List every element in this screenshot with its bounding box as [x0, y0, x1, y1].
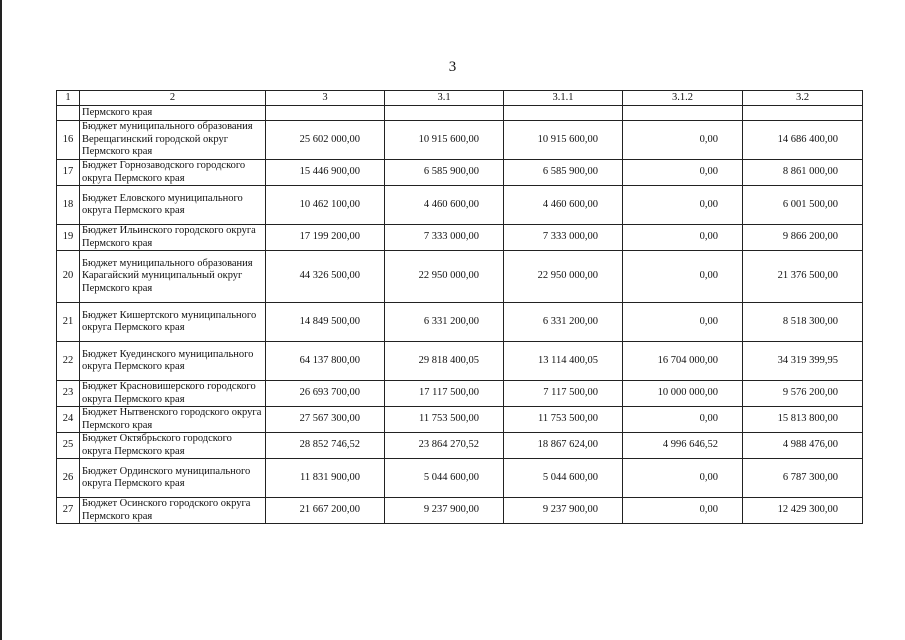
amount-3-1-2-cell: 0,00: [623, 303, 743, 342]
budget-name-cell: Бюджет Ильинского городского округа Пермского края: [80, 225, 266, 251]
continuation-row: [57, 106, 863, 121]
amount-3-2-cell: 34 319 399,95: [743, 342, 863, 381]
amount-3-1-2-cell: 0,00: [623, 225, 743, 251]
amount-3-1-cell: 22 950 000,00: [385, 251, 504, 303]
value-cell: [504, 106, 623, 121]
total-amount-cell: 28 852 746,52: [266, 433, 385, 459]
total-amount-cell: 11 831 900,00: [266, 459, 385, 498]
table-row: [57, 433, 863, 459]
amount-3-1-2-cell: 0,00: [623, 186, 743, 225]
total-amount-cell: 64 137 800,00: [266, 342, 385, 381]
amount-3-1-cell: 9 237 900,00: [385, 498, 504, 524]
amount-3-1-cell: 4 460 600,00: [385, 186, 504, 225]
total-amount-cell: 26 693 700,00: [266, 381, 385, 407]
amount-3-1-2-cell: 0,00: [623, 160, 743, 186]
amount-3-1-2-cell: 10 000 000,00: [623, 381, 743, 407]
amount-3-2-cell: 6 787 300,00: [743, 459, 863, 498]
budget-name-cell: Бюджет муниципального образования Верещагинский городской округ Пермского края: [80, 121, 266, 160]
row-number-cell: 24: [57, 407, 80, 433]
amount-3-2-cell: 21 376 500,00: [743, 251, 863, 303]
table-row: [57, 160, 863, 186]
value-cell: [266, 106, 385, 121]
amount-3-1-cell: 5 044 600,00: [385, 459, 504, 498]
page-number: 3: [448, 59, 457, 75]
amount-3-1-2-cell: 16 704 000,00: [623, 342, 743, 381]
header-cell-3-2: 3.2: [743, 91, 863, 106]
total-amount-cell: 44 326 500,00: [266, 251, 385, 303]
total-amount-cell: 15 446 900,00: [266, 160, 385, 186]
table-row: [57, 303, 863, 342]
scan-edge-line: [0, 0, 2, 640]
amount-3-1-cell: 29 818 400,05: [385, 342, 504, 381]
budget-name-cell: Бюджет Октябрьского городского округа Пермского края: [80, 433, 266, 459]
amount-3-1-1-cell: 6 585 900,00: [504, 160, 623, 186]
budget-name-cell: Бюджет Красновишерского городского округа Пермского края: [80, 381, 266, 407]
amount-3-1-1-cell: 18 867 624,00: [504, 433, 623, 459]
amount-3-1-cell: 10 915 600,00: [385, 121, 504, 160]
amount-3-2-cell: 8 518 300,00: [743, 303, 863, 342]
row-number-cell: 26: [57, 459, 80, 498]
row-number-cell: 18: [57, 186, 80, 225]
table-row: [57, 459, 863, 498]
table-row: [57, 407, 863, 433]
total-amount-cell: 17 199 200,00: [266, 225, 385, 251]
amount-3-1-cell: 6 331 200,00: [385, 303, 504, 342]
header-cell-3-1-1: 3.1.1: [504, 91, 623, 106]
table-row: [57, 186, 863, 225]
amount-3-2-cell: 12 429 300,00: [743, 498, 863, 524]
table-row: [57, 251, 863, 303]
total-amount-cell: 27 567 300,00: [266, 407, 385, 433]
budget-name-cell: Бюджет Кишертского муниципального округа Пермского края: [80, 303, 266, 342]
table-row: [57, 121, 863, 160]
row-number-cell: [57, 106, 80, 121]
row-number-cell: 19: [57, 225, 80, 251]
amount-3-2-cell: 14 686 400,00: [743, 121, 863, 160]
row-number-cell: 17: [57, 160, 80, 186]
table-row: [57, 498, 863, 524]
amount-3-1-1-cell: 13 114 400,05: [504, 342, 623, 381]
budget-name-cell: Бюджет Осинского городского округа Пермского края: [80, 498, 266, 524]
amount-3-1-cell: 7 333 000,00: [385, 225, 504, 251]
row-number-cell: 27: [57, 498, 80, 524]
budget-name-cell: Бюджет муниципального образования Карагайский муниципальный округ Пермского края: [80, 251, 266, 303]
amount-3-2-cell: 6 001 500,00: [743, 186, 863, 225]
row-number-cell: 20: [57, 251, 80, 303]
amount-3-1-2-cell: 0,00: [623, 407, 743, 433]
amount-3-1-1-cell: 9 237 900,00: [504, 498, 623, 524]
amount-3-1-2-cell: 0,00: [623, 459, 743, 498]
amount-3-1-2-cell: 0,00: [623, 251, 743, 303]
amount-3-2-cell: 4 988 476,00: [743, 433, 863, 459]
budget-name-cell: Бюджет Куединского муниципального округа Пермского края: [80, 342, 266, 381]
header-cell-3: 3: [266, 91, 385, 106]
header-cell-1: 1: [57, 91, 80, 106]
row-number-cell: 23: [57, 381, 80, 407]
total-amount-cell: 14 849 500,00: [266, 303, 385, 342]
value-cell: [743, 106, 863, 121]
total-amount-cell: 21 667 200,00: [266, 498, 385, 524]
amount-3-1-2-cell: 4 996 646,52: [623, 433, 743, 459]
value-cell: [385, 106, 504, 121]
row-number-cell: 22: [57, 342, 80, 381]
amount-3-1-cell: 11 753 500,00: [385, 407, 504, 433]
budget-name-cell: Бюджет Горнозаводского городского округа Пермского края: [80, 160, 266, 186]
table-row: [57, 381, 863, 407]
header-row: [57, 91, 863, 106]
total-amount-cell: 10 462 100,00: [266, 186, 385, 225]
amount-3-2-cell: 9 866 200,00: [743, 225, 863, 251]
header-cell-3-1: 3.1: [385, 91, 504, 106]
amount-3-1-1-cell: 10 915 600,00: [504, 121, 623, 160]
amount-3-2-cell: 9 576 200,00: [743, 381, 863, 407]
row-number-cell: 25: [57, 433, 80, 459]
table-row: [57, 342, 863, 381]
amount-3-1-cell: 6 585 900,00: [385, 160, 504, 186]
amount-3-1-cell: 17 117 500,00: [385, 381, 504, 407]
amount-3-1-1-cell: 4 460 600,00: [504, 186, 623, 225]
table-row: [57, 225, 863, 251]
row-number-cell: 16: [57, 121, 80, 160]
budget-name-cell: Бюджет Нытвенского городского округа Пермского края: [80, 407, 266, 433]
amount-3-2-cell: 8 861 000,00: [743, 160, 863, 186]
row-number-cell: 21: [57, 303, 80, 342]
amount-3-1-2-cell: 0,00: [623, 121, 743, 160]
header-cell-3-1-2: 3.1.2: [623, 91, 743, 106]
amount-3-1-1-cell: 5 044 600,00: [504, 459, 623, 498]
header-cell-2: 2: [80, 91, 266, 106]
amount-3-2-cell: 15 813 800,00: [743, 407, 863, 433]
amount-3-1-2-cell: 0,00: [623, 498, 743, 524]
amount-3-1-1-cell: 11 753 500,00: [504, 407, 623, 433]
value-cell: [623, 106, 743, 121]
amount-3-1-cell: 23 864 270,52: [385, 433, 504, 459]
budget-name-cell: Бюджет Еловского муниципального округа Пермского края: [80, 186, 266, 225]
amount-3-1-1-cell: 6 331 200,00: [504, 303, 623, 342]
budget-name-cell: Пермского края: [80, 106, 266, 121]
budget-name-cell: Бюджет Ординского муниципального округа Пермского края: [80, 459, 266, 498]
amount-3-1-1-cell: 7 117 500,00: [504, 381, 623, 407]
amount-3-1-1-cell: 22 950 000,00: [504, 251, 623, 303]
budget-table: [56, 90, 863, 524]
amount-3-1-1-cell: 7 333 000,00: [504, 225, 623, 251]
total-amount-cell: 25 602 000,00: [266, 121, 385, 160]
